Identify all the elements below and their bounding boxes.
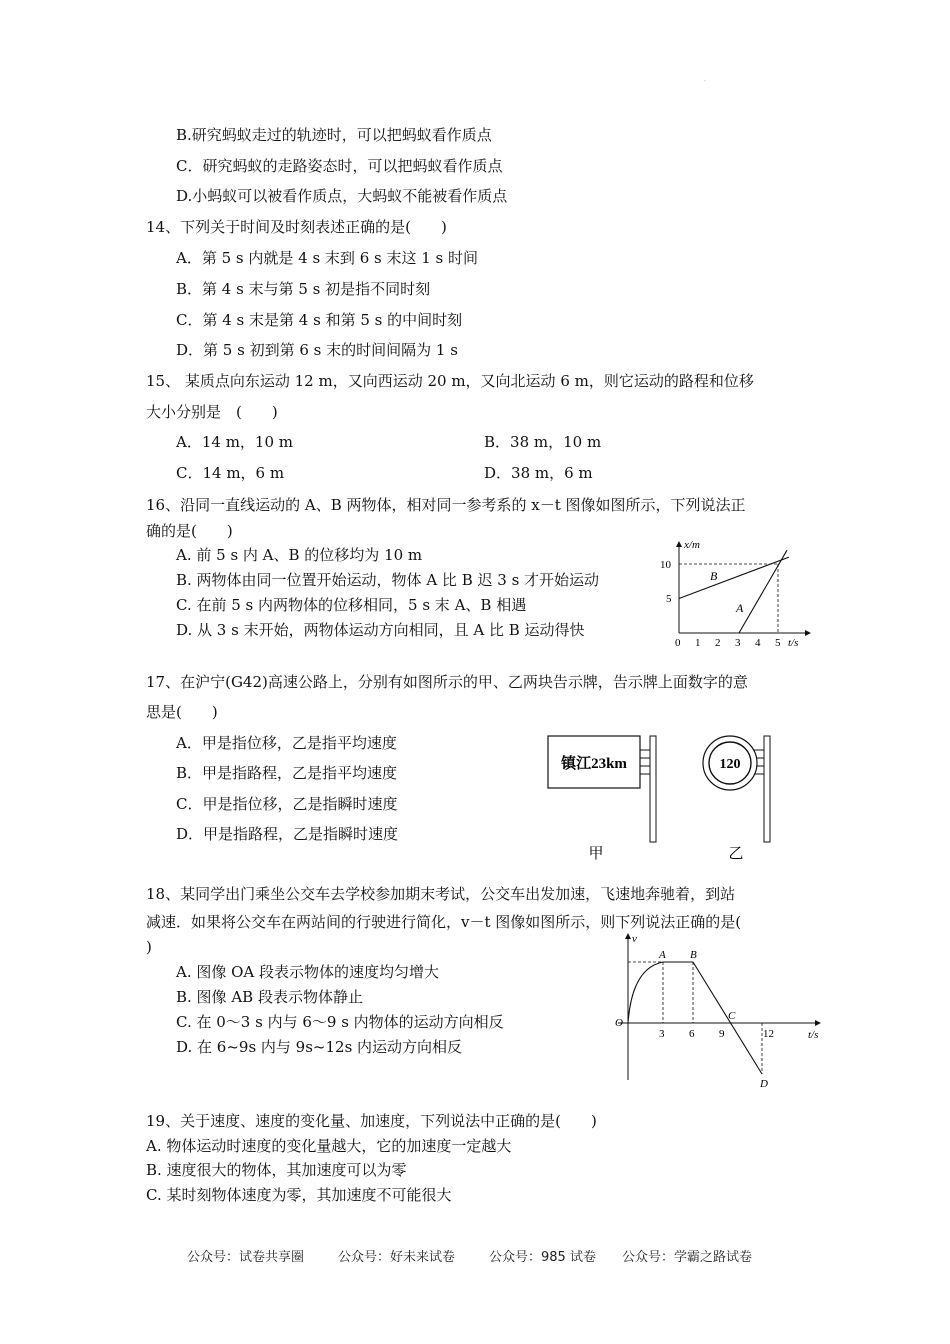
sign-jia [548, 736, 656, 842]
q16-xtick-1: 1 [695, 637, 701, 649]
q17-option-b: B．甲是指路程，乙是指平均速度 [176, 764, 398, 782]
q16-stem-line1: 16、沿同一直线运动的 A、B 两物体，相对同一参考系的 x－t 图像如图所示，下列说法正 [146, 496, 746, 514]
q18-option-c: C. 在 0～3 s 内与 6～9 s 内物体的运动方向相反 [176, 1013, 504, 1031]
q17-option-c: C．甲是指位移，乙是指瞬时速度 [176, 795, 398, 813]
q18-stem-line2: 减速．如果将公交车在两站间的行驶进行简化，v－t 图像如图所示，则下列说法正确的是( [146, 913, 742, 931]
q15-option-a: A．14 m，10 m [176, 433, 293, 451]
sign-jia-pole [650, 736, 656, 842]
q13-option-d: D.小蚂蚁可以被看作质点，大蚂蚁不能被看作质点 [176, 187, 508, 205]
q18-stem-line1: 18、某同学出门乘坐公交车去学校参加期末考试，公交车出发加速，飞速地奔驰着，到站 [146, 885, 736, 903]
q13-option-b: B.研究蚂蚁走过的轨迹时，可以把蚂蚁看作质点 [176, 126, 492, 144]
q18-vlabel: v [632, 933, 637, 945]
q18-tick-3: 3 [659, 1028, 665, 1040]
q16-xt-graph [650, 536, 820, 650]
q18-option-b: B. 图像 AB 段表示物体静止 [176, 988, 363, 1006]
q16-xtick-5: 5 [775, 637, 781, 649]
q16-stem-line2: 确的是( ) [146, 522, 233, 540]
q18-label-d: D [760, 1078, 768, 1088]
footer-item-1: 公众号：试卷共享圈 [187, 1250, 305, 1265]
q18-tick-6: 6 [689, 1028, 695, 1040]
q16-label-b: B [710, 569, 718, 583]
q16-option-b: B. 两物体由同一位置开始运动，物体 A 比 B 迟 3 s 才开始运动 [176, 571, 600, 589]
q18-label-o: O [615, 1017, 623, 1029]
q16-option-c: C. 在前 5 s 内两物体的位移相同，5 s 末 A、B 相遇 [176, 596, 527, 614]
q16-option-a: A. 前 5 s 内 A、B 的位移均为 10 m [176, 546, 423, 564]
q18-label-a: A [659, 949, 666, 961]
q19-option-b: B. 速度很大的物体，其加速度可以为零 [146, 1161, 407, 1179]
q15-stem-line1: 15、 某质点向东运动 12 m，又向西运动 20 m，又向北运动 6 m，则它运动的路程和位移 [146, 372, 754, 390]
q16-ytick-5: 5 [666, 593, 672, 605]
sign-yi [703, 736, 770, 842]
q18-tick-9: 9 [719, 1028, 725, 1040]
header-dot: . [704, 76, 706, 83]
q18-option-a: A. 图像 OA 段表示物体的速度均匀增大 [176, 963, 440, 981]
footer-item-2: 公众号：好未来试卷 [338, 1250, 456, 1265]
q16-option-d: D. 从 3 s 末开始，两物体运动方向相同，且 A 比 B 运动得快 [176, 621, 585, 639]
q18-tick-12: 12 [763, 1028, 774, 1040]
q14-option-d: D．第 5 s 初到第 6 s 末的时间间隔为 1 s [176, 341, 458, 359]
q16-line-b [679, 557, 789, 598]
q17-option-d: D．甲是指路程，乙是指瞬时速度 [176, 825, 399, 843]
q16-ylabel: x/m [684, 539, 700, 551]
q17-road-signs [540, 728, 780, 866]
q15-option-c: C．14 m，6 m [176, 464, 285, 482]
label-yi: 乙 [728, 846, 744, 862]
q13-option-c: C．研究蚂蚁的走路姿态时，可以把蚂蚁看作质点 [176, 157, 503, 175]
sign-yi-pole [764, 736, 770, 842]
q19-option-a: A. 物体运动时速度的变化量越大，它的加速度一定越大 [146, 1137, 512, 1155]
q17-option-a: A．甲是指位移，乙是指平均速度 [176, 734, 397, 752]
q16-xtick-2: 2 [715, 637, 721, 649]
q18-stem-line3: ) [146, 938, 152, 956]
q16-xtick-0: 0 [675, 637, 681, 649]
footer-item-3: 公众号：985 试卷 [489, 1250, 596, 1265]
footer-item-4: 公众号：学霸之路试卷 [622, 1250, 753, 1265]
sign-jia-text: 镇江23km [561, 756, 627, 772]
q19-option-c: C. 某时刻物体速度为零，其加速度不可能很大 [146, 1186, 452, 1204]
q19-stem: 19、关于速度、速度的变化量、加速度，下列说法中正确的是( ) [146, 1112, 597, 1130]
label-jia: 甲 [588, 846, 604, 862]
q18-tlabel: t/s [808, 1029, 819, 1041]
q14-option-a: A．第 5 s 内就是 4 s 末到 6 s 末这 1 s 时间 [176, 249, 479, 267]
q14-stem: 14、下列关于时间及时刻表述正确的是( ) [146, 218, 447, 236]
q16-xtick-3: 3 [735, 637, 741, 649]
q18-option-d: D. 在 6~9s 内与 9s~12s 内运动方向相反 [176, 1038, 463, 1056]
q16-xlabel: t/s [788, 637, 799, 649]
q18-vt-graph [610, 928, 830, 1088]
q14-option-c: C．第 4 s 末是第 4 s 和第 5 s 的中间时刻 [176, 311, 463, 329]
q15-option-d: D．38 m，6 m [484, 464, 593, 482]
q16-ytick-10: 10 [660, 559, 671, 571]
q18-label-c: C [728, 1010, 736, 1022]
q17-stem-line2: 思是( ) [146, 703, 218, 721]
q18-curve-oa [628, 962, 663, 1023]
q16-label-a: A [736, 601, 744, 615]
q18-label-b: B [690, 949, 697, 961]
q16-line-a [739, 550, 787, 633]
q17-stem-line1: 17、在沪宁(G42)高速公路上，分别有如图所示的甲、乙两块告示牌，告示牌上面数字的意 [146, 673, 748, 691]
sign-yi-text: 120 [719, 757, 741, 772]
q15-option-b: B．38 m，10 m [484, 433, 602, 451]
q16-xtick-4: 4 [755, 637, 761, 649]
q14-option-b: B．第 4 s 末与第 5 s 初是指不同时刻 [176, 280, 431, 298]
q15-stem-line2: 大小分别是 ( ) [146, 403, 278, 421]
